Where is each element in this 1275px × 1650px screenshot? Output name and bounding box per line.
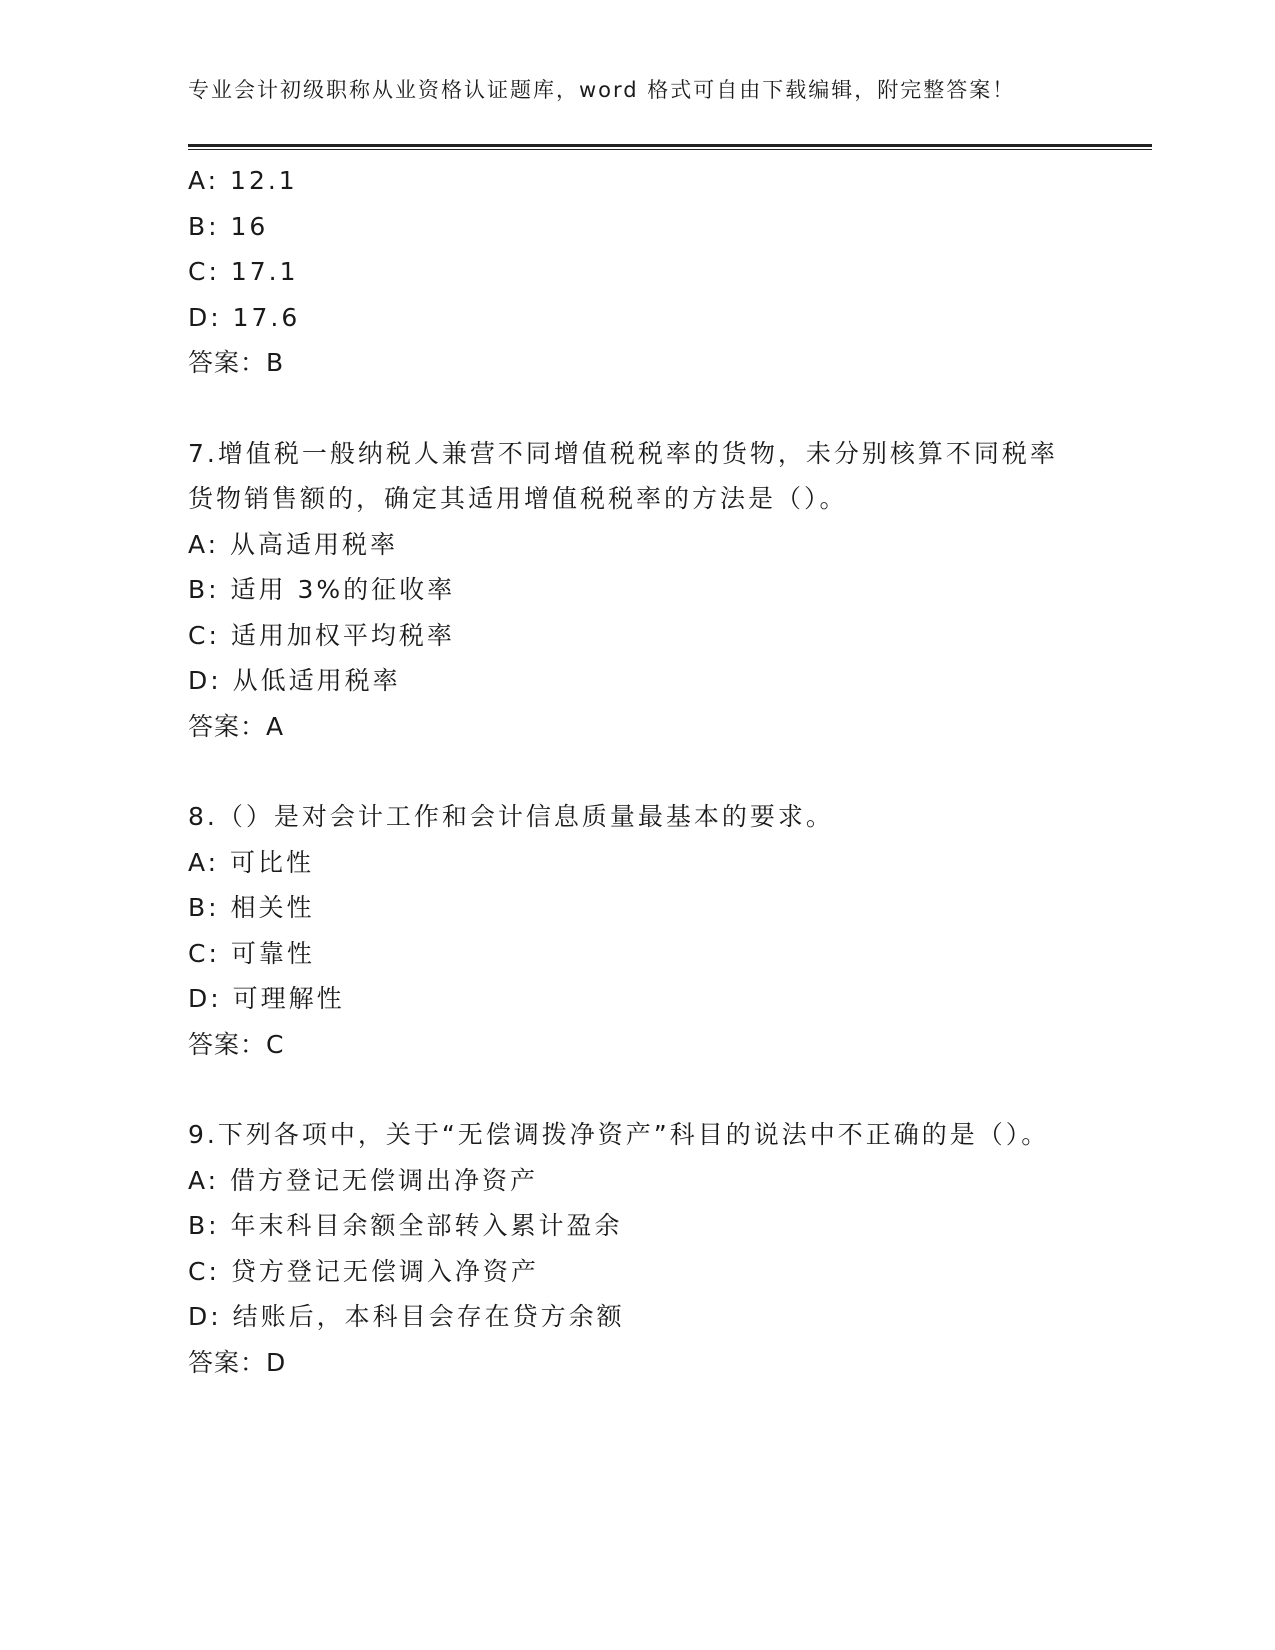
question-6-continued [188,158,1068,386]
question-8 [188,794,1068,1067]
option-c: C: 适用加权平均税率 [188,620,455,650]
spacer [188,386,1068,431]
answer-line: 答案：B [188,348,285,377]
option-b: B: 年末科目余额全部转入累计盈余 [188,1211,623,1240]
option-c: C: 17.1 [188,257,299,286]
spacer [188,1067,1068,1112]
option-b: B: 16 [188,211,269,241]
question-stem: 8.（）是对会计工作和会计信息质量最基本的要求。 [188,802,834,831]
question-7 [188,431,1068,750]
question-stem: 9.下列各项中，关于“无偿调拨净资产”科目的说法中不正确的是（）。 [188,1120,1050,1149]
option-d: D: 从低适用税率 [188,666,401,695]
spacer [188,749,1068,794]
answer-line: 答案：A [188,711,285,741]
question-stem: 7.增值税一般纳税人兼营不同增值税税率的货物，未分别核算不同税率货物销售额的，确定其适用增值税税率的方法是（）。 [188,438,1058,513]
option-a: A: 12.1 [188,166,298,195]
header-divider [188,144,1152,150]
option-c: C: 贷方登记无偿调入净资产 [188,1256,539,1286]
question-content [188,158,1068,1385]
option-d: D: 结账后，本科目会存在贷方余额 [188,1302,625,1331]
answer-line: 答案：C [188,1029,285,1059]
page-header: 专业会计初级职称从业资格认证题库，word 格式可自由下载编辑，附完整答案！ [188,78,1016,102]
answer-line: 答案：D [188,1347,287,1377]
option-b: B: 相关性 [188,893,315,922]
option-d: D: 17.6 [188,302,301,332]
option-a: A: 从高适用税率 [188,529,399,559]
option-a: A: 可比性 [188,847,315,877]
option-a: A: 借方登记无偿调出净资产 [188,1165,539,1195]
question-9 [188,1112,1068,1385]
option-c: C: 可靠性 [188,938,315,968]
option-b: B: 适用 3%的征收率 [188,575,456,604]
option-d: D: 可理解性 [188,984,345,1013]
